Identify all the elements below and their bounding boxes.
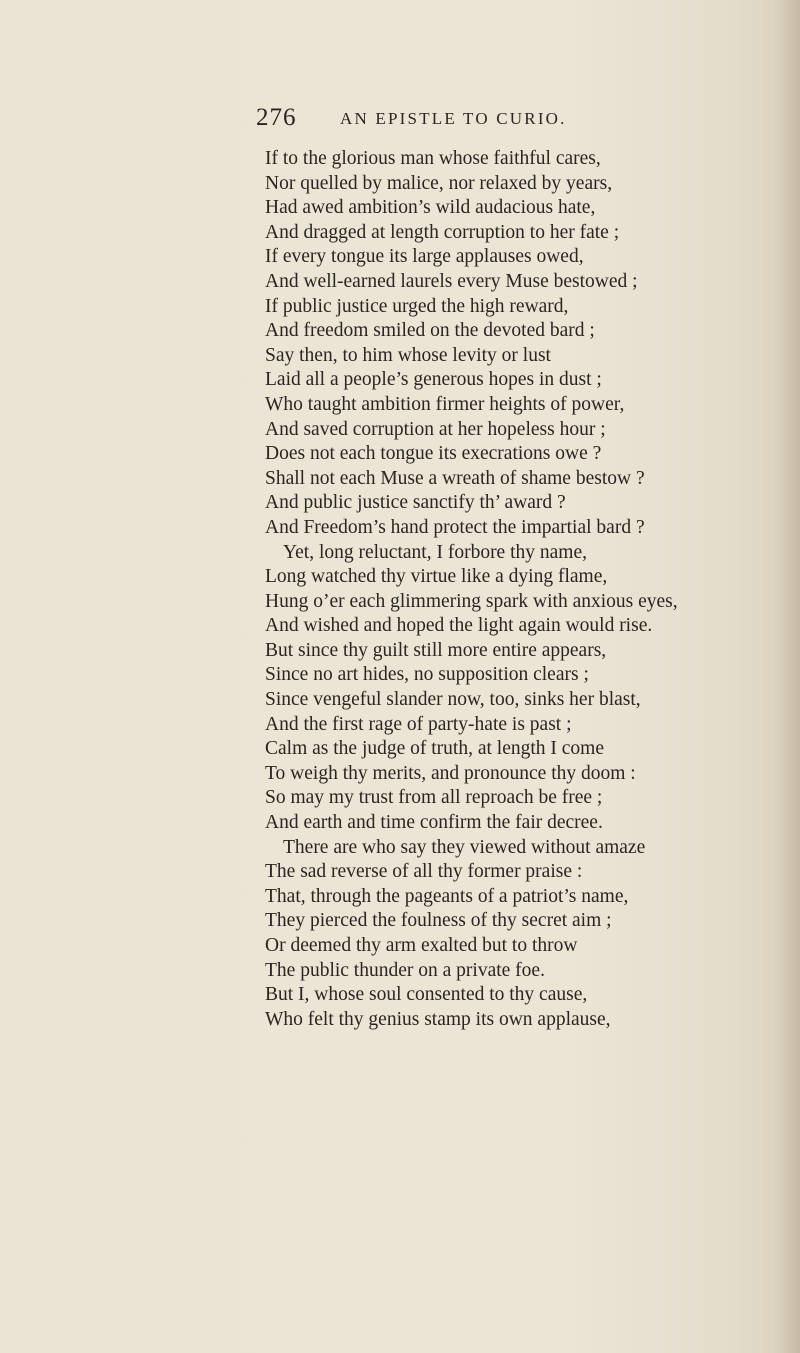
verse-line: That, through the pageants of a patriot’s name, [265,885,629,907]
verse-line: Or deemed thy arm exalted but to throw [265,935,578,956]
verse-line: And wished and hoped the light again would rise. [265,615,653,637]
verse-line: But since thy guilt still more entire appears, [265,639,607,661]
verse-line: Who taught ambition firmer heights of power, [265,393,625,415]
poem-text [265,147,780,1032]
verse-line: And freedom smiled on the devoted bard ; [265,320,595,342]
verse-line: If to the glorious man whose faithful cares, [265,148,601,169]
verse-line: The sad reverse of all thy former praise : [265,861,583,883]
verse-line: And the first rage of party-hate is past ; [265,713,572,735]
verse-line: Hung o’er each glimmering spark with anxious eyes, [265,590,678,612]
verse-line: Does not each tongue its execrations owe ? [265,443,602,465]
verse-line: Had awed ambition’s wild audacious hate, [265,197,596,219]
verse-line: And earth and time confirm the fair decree. [265,812,603,834]
verse-line: Say then, to him whose levity or lust [265,344,551,366]
verse-line: Since vengeful slander now, too, sinks her blast, [265,689,641,711]
verse-line: They pierced the foulness of thy secret aim ; [265,910,612,932]
verse-line: Since no art hides, no supposition clears ; [265,664,589,686]
verse-line: And well-earned laurels every Muse bestowed ; [265,270,638,292]
verse-line: Who felt thy genius stamp its own applause, [265,1008,611,1030]
verse-line: And dragged at length corruption to her fate ; [265,221,620,243]
verse-line: If every tongue its large applauses owed, [265,246,584,268]
verse-line: Calm as the judge of truth, at length I come [265,738,604,760]
verse-line: And Freedom’s hand protect the impartial bard ? [265,516,645,538]
verse-line: And saved corruption at her hopeless hour ; [265,418,606,440]
running-title: AN EPISTLE TO CURIO. [340,109,567,128]
verse-line: To weigh thy merits, and pronounce thy doom : [265,762,636,784]
verse-line: So may my trust from all reproach be free ; [265,787,603,809]
verse-line: But I, whose soul consented to thy cause, [265,984,588,1006]
verse-line: Shall not each Muse a wreath of shame bestow ? [265,467,645,489]
verse-line: There are who say they viewed without amaze [283,836,646,858]
page-number: 276 [256,104,297,131]
verse-line: If public justice urged the high reward, [265,295,569,317]
verse-line: Yet, long reluctant, I forbore thy name, [283,541,587,563]
verse-line: Laid all a people’s generous hopes in dust ; [265,369,602,391]
verse-line: The public thunder on a private foe. [265,959,545,981]
verse-line: Long watched thy virtue like a dying flame, [265,566,608,588]
verse-line: Nor quelled by malice, nor relaxed by years, [265,172,613,194]
verse-line: And public justice sanctify th’ award ? [265,492,566,514]
